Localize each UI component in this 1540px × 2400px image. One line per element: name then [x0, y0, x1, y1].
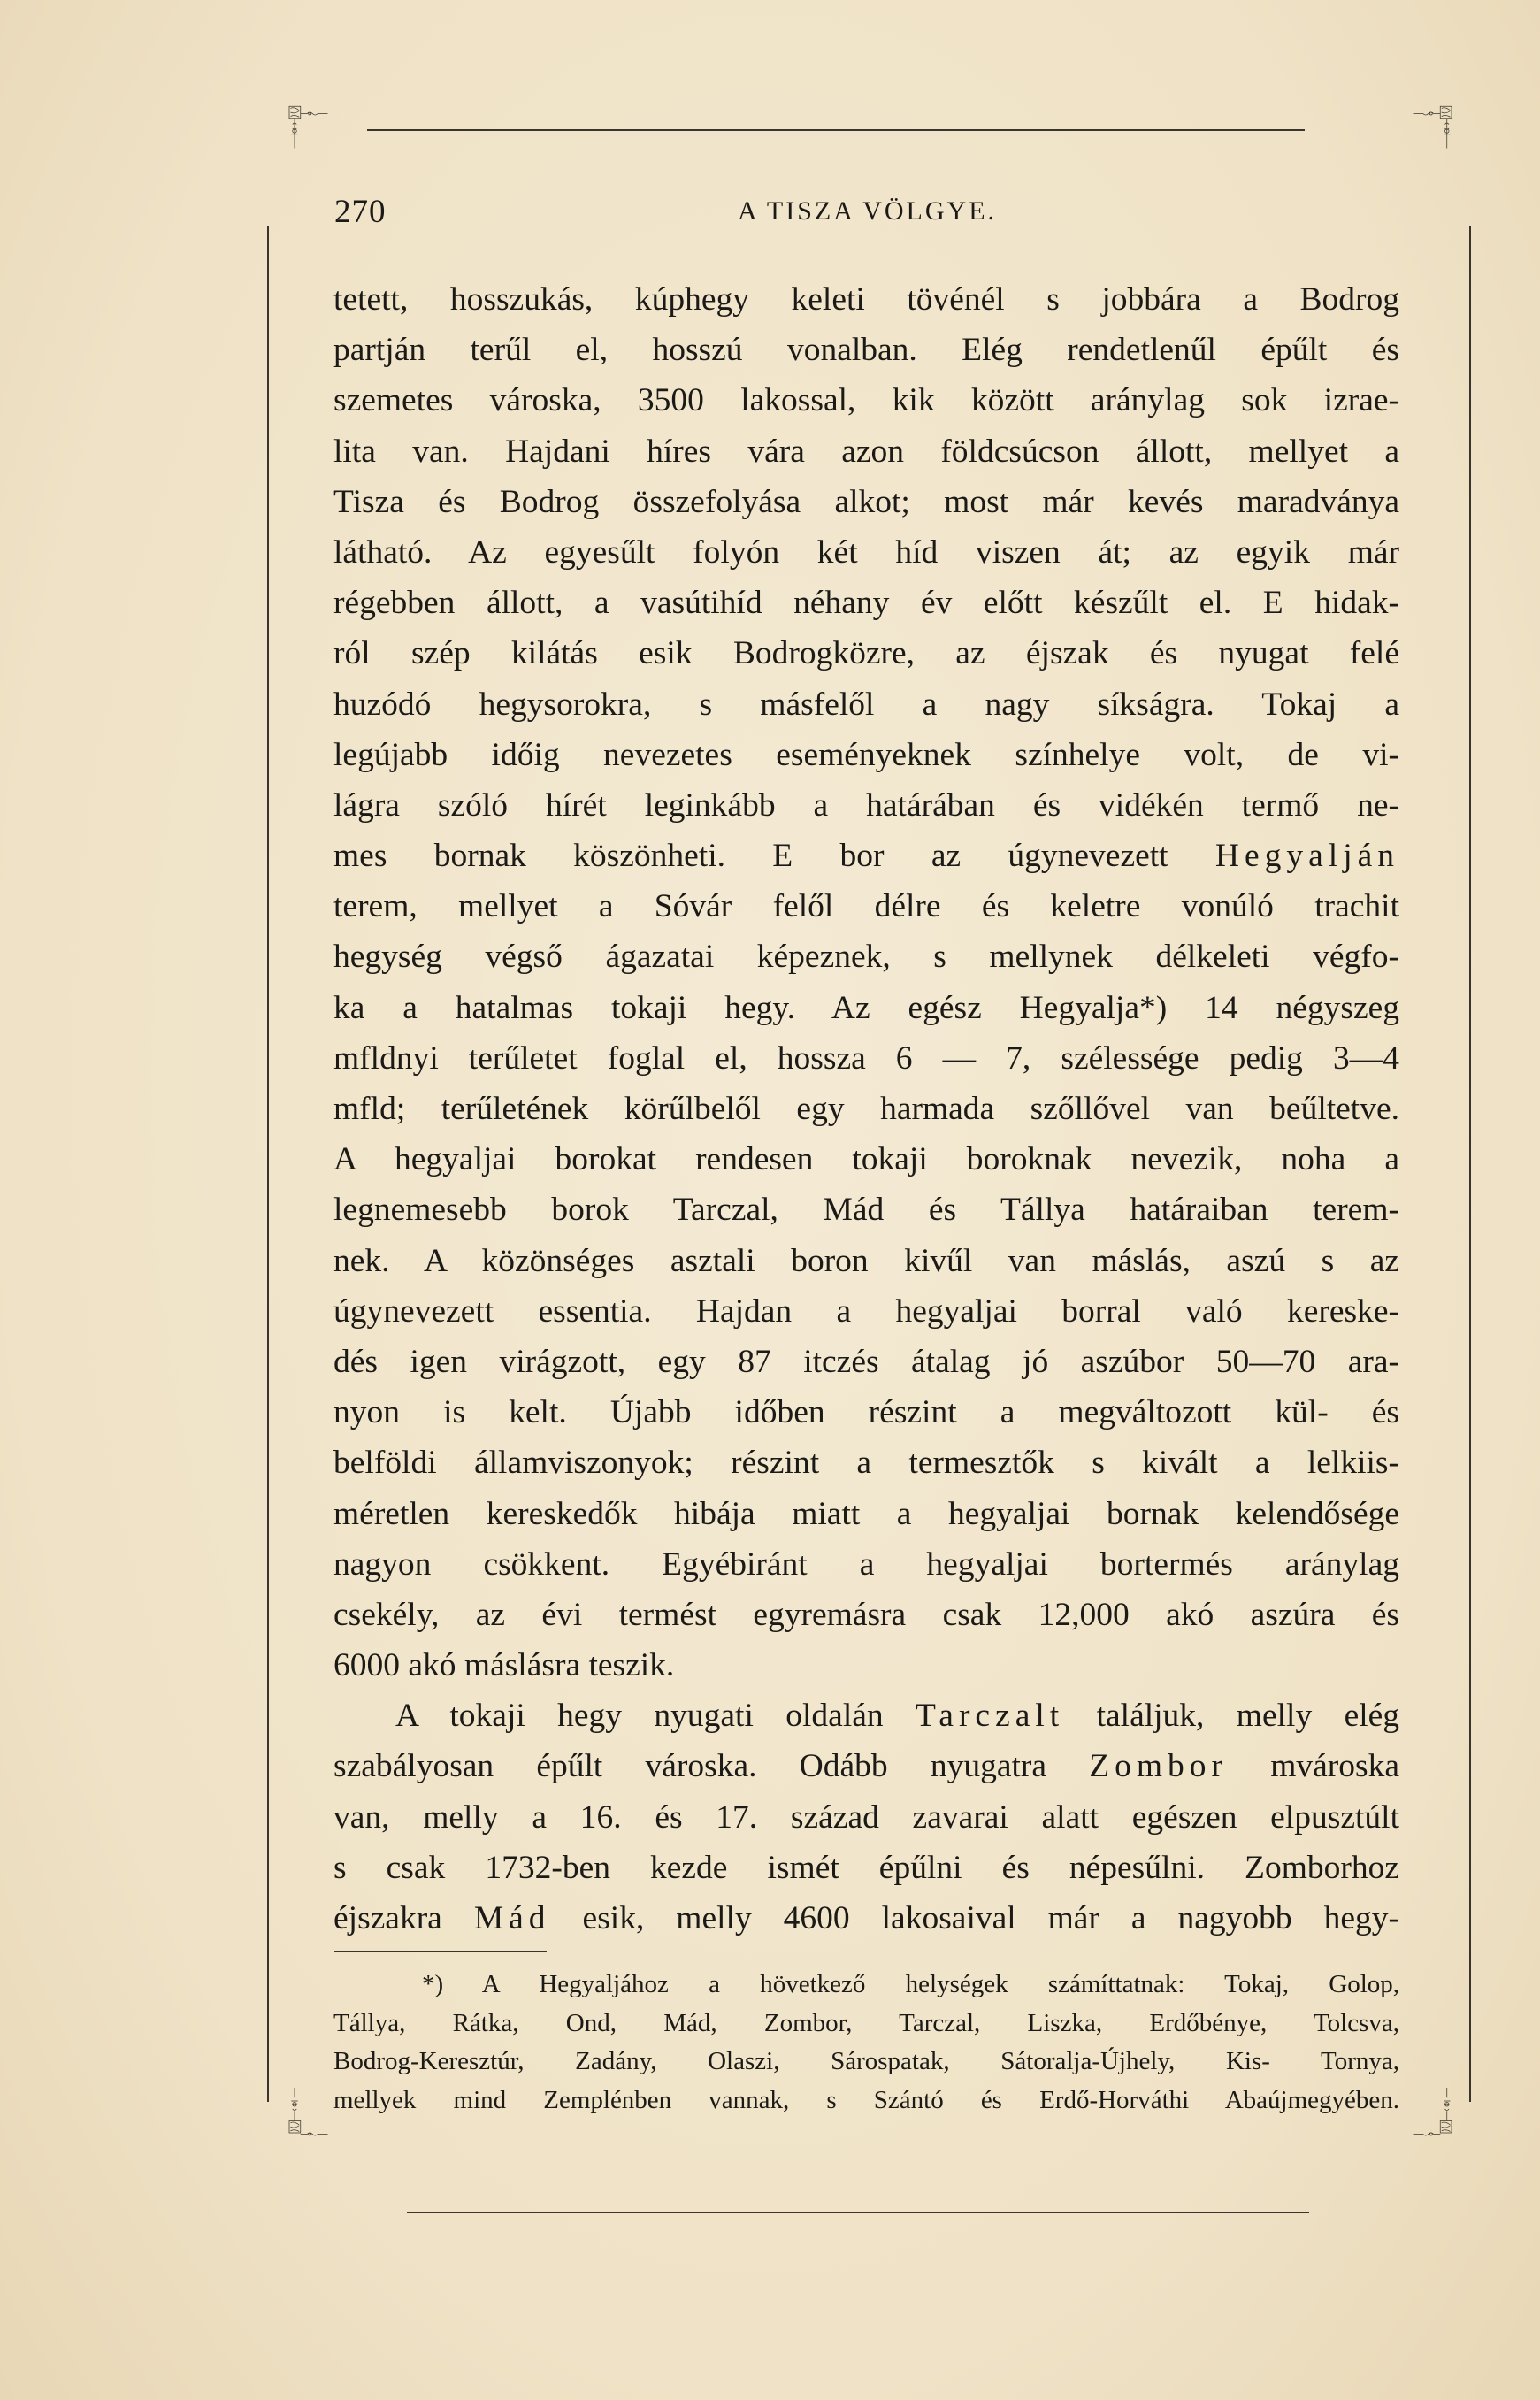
spaced-term: Tarczalt	[916, 1698, 1065, 1735]
text-line	[333, 831, 1399, 881]
text-line	[333, 1893, 1399, 1944]
text-fragment: A tokaji hegy nyugati oldalán	[395, 1698, 884, 1735]
text-line: nyon is kelt. Újabb időben részint a megváltozott kül- és	[333, 1394, 1399, 1431]
spaced-term: Zombor	[1089, 1748, 1229, 1785]
text-fragment: mes bornak köszönheti. E bor az úgynevezett	[333, 838, 1168, 875]
text-line: van, melly a 16. és 17. század zavarai alatt egészen elpusztúlt	[333, 1798, 1399, 1836]
text-line: úgynevezett essentia. Hajdan a hegyaljai borral való kereske-	[333, 1292, 1399, 1330]
text-fragment: találjuk, melly elég	[1096, 1698, 1400, 1735]
spaced-term: Hegyalján	[1214, 838, 1400, 875]
bottom-border-rule	[407, 2212, 1309, 2213]
text-line: s csak 1732-ben kezde ismét épűlni és népesűlni. Zomborhoz	[333, 1849, 1399, 1886]
text-fragment: mvároska	[1270, 1748, 1399, 1785]
text-line: terem, mellyet a Sóvár felől délre és keletre vonúló trachit	[333, 888, 1399, 925]
left-border-rule	[267, 226, 269, 2102]
text-line: nagyon csökkent. Egyébiránt a hegyaljai bortermés aránylag	[333, 1545, 1399, 1583]
body-text	[333, 274, 1399, 1944]
text-line: A hegyaljai borokat rendesen tokaji boroknak nevezik, noha a	[333, 1141, 1399, 1178]
top-border-rule	[367, 129, 1305, 131]
text-line: látható. Az egyesűlt folyón két híd viszen át; az egyik már	[333, 533, 1399, 571]
text-line: legnemesebb borok Tarczal, Mád és Tállya határaiban terem-	[333, 1192, 1399, 1229]
text-line: dés igen virágzott, egy 87 itczés átalag jó aszúbor 50—70 ara-	[333, 1343, 1399, 1380]
spaced-term: Mád	[473, 1900, 551, 1936]
text-fragment: éjszakra	[333, 1900, 442, 1936]
footnote-line: Bodrog-Keresztúr, Zadány, Olaszi, Sárospatak, Sátoralja-Újhely, Kis- Tornya,	[333, 2047, 1399, 2075]
text-line	[333, 1741, 1399, 1791]
text-line: lita van. Hajdani híres vára azon földcsúcson állott, mellyet a	[333, 433, 1399, 470]
text-line: mfldnyi terűletet foglal el, hossza 6 — 7, szélessége pedig 3—4	[333, 1039, 1399, 1077]
text-line: méretlen kereskedők hibája miatt a hegyaljai bornak kelendősége	[333, 1495, 1399, 1532]
text-line: belföldi államviszonyok; részint a termesztők s kivált a lelkiis-	[333, 1445, 1399, 1482]
footnote-line: mellyek mind Zemplénben vannak, s Szántó és Erdő-Horváthi Abaújmegyében.	[333, 2085, 1399, 2114]
text-line: régebben állott, a vasútihíd néhany év előtt készűlt el. E hidak-	[333, 585, 1399, 622]
text-line: csekély, az évi termést egyremásra csak 12,000 akó aszúra és	[333, 1596, 1399, 1633]
footnote-line: Tállya, Rátka, Ond, Mád, Zombor, Tarczal, Liszka, Erdőbénye, Tolcsva,	[333, 2008, 1399, 2037]
page-number: 270	[334, 194, 387, 230]
running-header	[334, 193, 1400, 237]
top-right-corner-ornament-icon	[1380, 104, 1486, 157]
text-line: ka a hatalmas tokaji hegy. Az egész Hegyalja*) 14 négyszeg	[333, 989, 1399, 1026]
footnote	[333, 1966, 1399, 2120]
text-line: Tisza és Bodrog összefolyása alkot; most már kevés maradványa	[333, 483, 1399, 520]
text-line: lágra szóló hírét leginkább a határában és vidékén termő ne-	[333, 786, 1399, 824]
text-line: nek. A közönséges asztali boron kivűl van máslás, aszú s az	[333, 1242, 1399, 1279]
right-border-rule	[1469, 226, 1471, 2102]
text-line: partján terűl el, hosszú vonalban. Elég rendetlenűl épűlt és	[333, 332, 1399, 369]
text-line: huzódó hegysorokra, s másfelől a nagy síkságra. Tokaj a	[333, 686, 1399, 723]
running-head-title: A TISZA VÖLGYE.	[737, 196, 998, 226]
top-left-corner-ornament-icon	[255, 104, 361, 157]
text-line: tetett, hosszukás, kúphegy keleti tövénél s jobbára a Bodrog	[333, 281, 1399, 318]
text-line: szemetes városka, 3500 lakossal, kik között aránylag sok izrae-	[333, 382, 1399, 419]
text-line: hegység végső ágazatai képeznek, s mellynek délkeleti végfo-	[333, 939, 1399, 976]
text-line: legújabb időig nevezetes eseményeknek színhelye volt, de vi-	[333, 736, 1399, 773]
text-line: mfld; terűletének körűlbelől egy harmada szőllővel van beűltetve.	[333, 1091, 1399, 1127]
text-fragment: esik, melly 4600 lakosaival már a nagyobb hegy-	[582, 1900, 1400, 1936]
footnote-line: *) A Hegyaljához a hövetkező helységek számíttatnak: Tokaj, Golop,	[422, 1970, 1399, 1998]
text-line: ról szép kilátás esik Bodrogközre, az éjszak és nyugat felé	[333, 635, 1399, 672]
text-line	[333, 1691, 1399, 1741]
text-fragment: szabályosan épűlt városka. Odább nyugatra	[333, 1748, 1047, 1785]
text-line: 6000 akó máslásra teszik.	[333, 1647, 675, 1684]
footnote-separator	[334, 1951, 547, 1952]
